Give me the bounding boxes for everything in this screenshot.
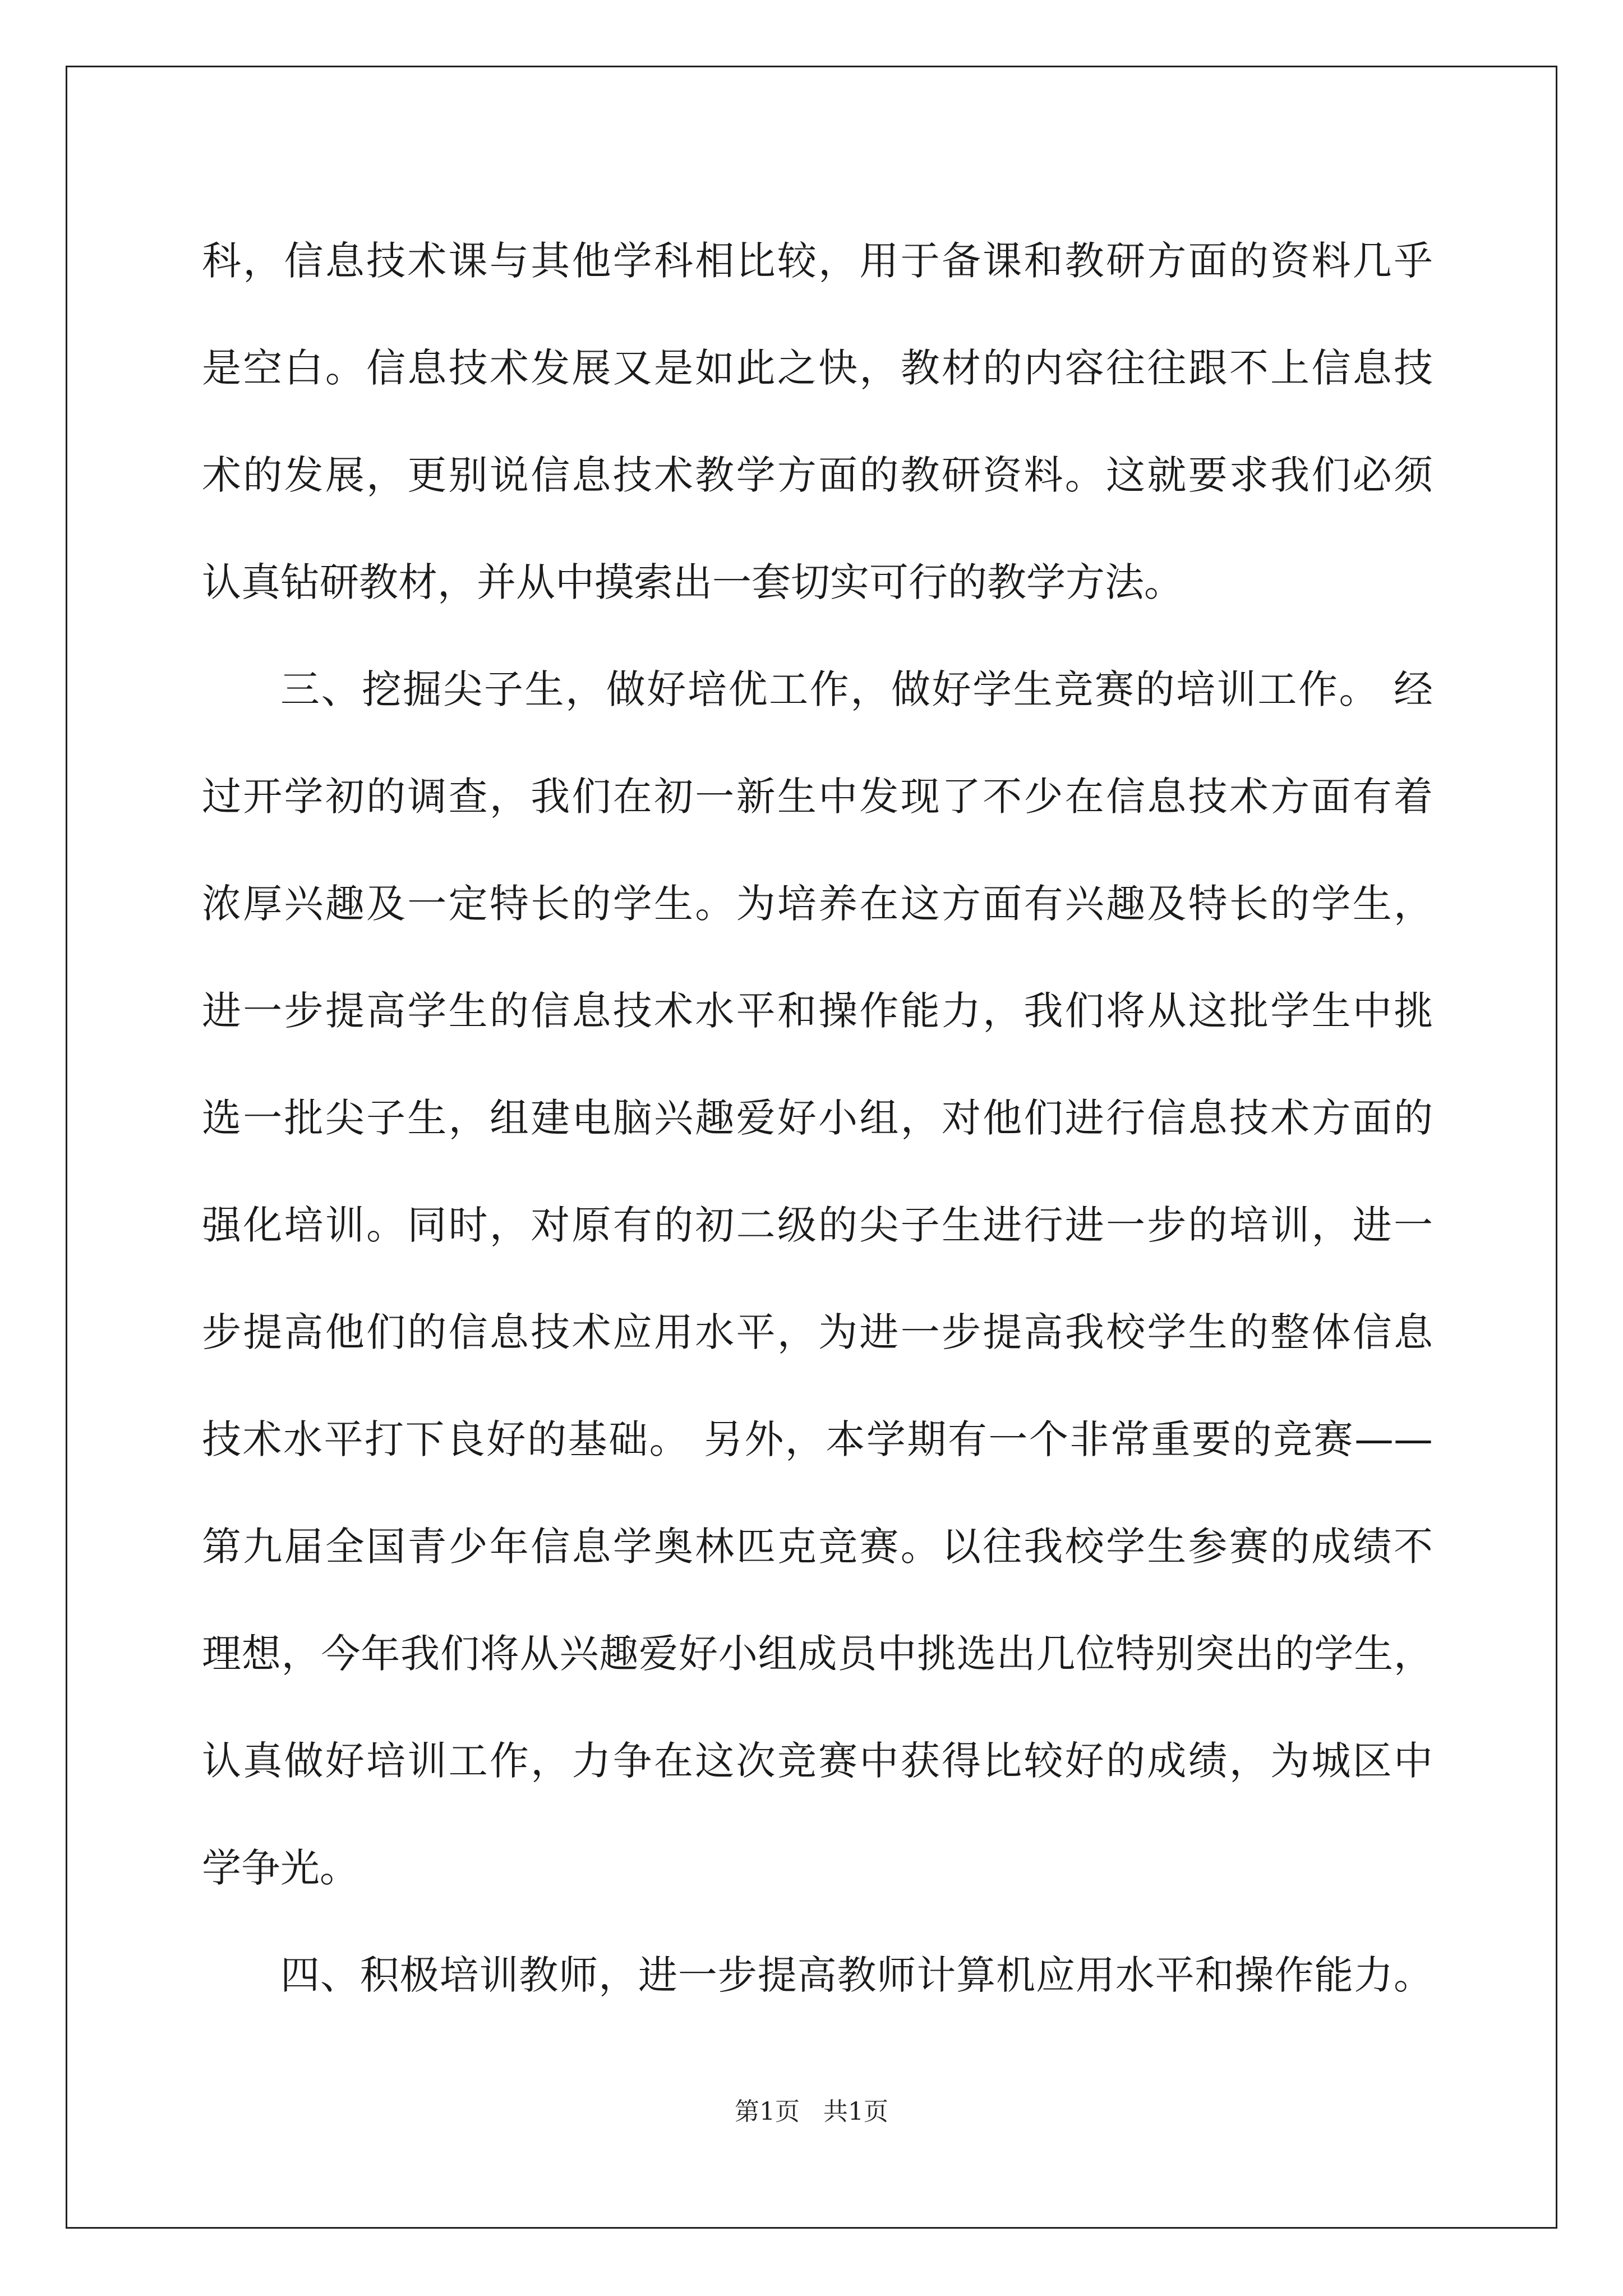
text-line: 认真钻研教材，并从中摸索出一套切实可行的教学方法。	[202, 559, 1183, 605]
footer-gap	[800, 2097, 823, 2126]
text-line: 步提高他们的信息技术应用水平，为进一步提高我校学生的整体信息	[202, 1309, 1433, 1355]
text-line: 四、积极培训教师，进一步提高教师计算机应用水平和操作能力。	[280, 1952, 1433, 1998]
text-line: 学争光。	[202, 1845, 359, 1891]
text-line: 第九届全国青少年信息学奥林匹克竞赛。以往我校学生参赛的成绩不	[202, 1524, 1433, 1570]
text-line: 选一批尖子生，组建电脑兴趣爱好小组，对他们进行信息技术方面的	[202, 1095, 1433, 1141]
text-line: 是空白。信息技术发展又是如此之快，教材的内容往往跟不上信息技	[202, 345, 1433, 391]
text-line: 过开学初的调查，我们在初一新生中发现了不少在信息技术方面有着	[202, 774, 1433, 820]
text-line: 三、挖掘尖子生，做好培优工作，做好学生竞赛的培训工作。 经	[280, 666, 1433, 712]
text-line: 浓厚兴趣及一定特长的学生。为培养在这方面有兴趣及特长的学生，	[202, 881, 1433, 927]
page-number: 第1页	[735, 2097, 800, 2126]
text-line: 进一步提高学生的信息技术水平和操作能力，我们将从这批学生中挑	[202, 988, 1433, 1034]
page-footer	[0, 2095, 1623, 2129]
text-line: 科，信息技术课与其他学科相比较，用于备课和教研方面的资料几乎	[202, 238, 1433, 284]
document-body	[202, 208, 1433, 2029]
text-line: 理想，今年我们将从兴趣爱好小组成员中挑选出几位特别突出的学生，	[202, 1631, 1433, 1677]
text-line: 技术水平打下良好的基础。 另外，本学期有一个非常重要的竞赛——	[202, 1416, 1433, 1462]
text-line: 术的发展，更别说信息技术教学方面的教研资料。这就要求我们必须	[202, 452, 1433, 498]
text-line: 强化培训。同时，对原有的初二级的尖子生进行进一步的培训，进一	[202, 1202, 1433, 1248]
page-total: 共1页	[823, 2097, 888, 2126]
text-line: 认真做好培训工作，力争在这次竞赛中获得比较好的成绩，为城区中	[202, 1738, 1433, 1784]
